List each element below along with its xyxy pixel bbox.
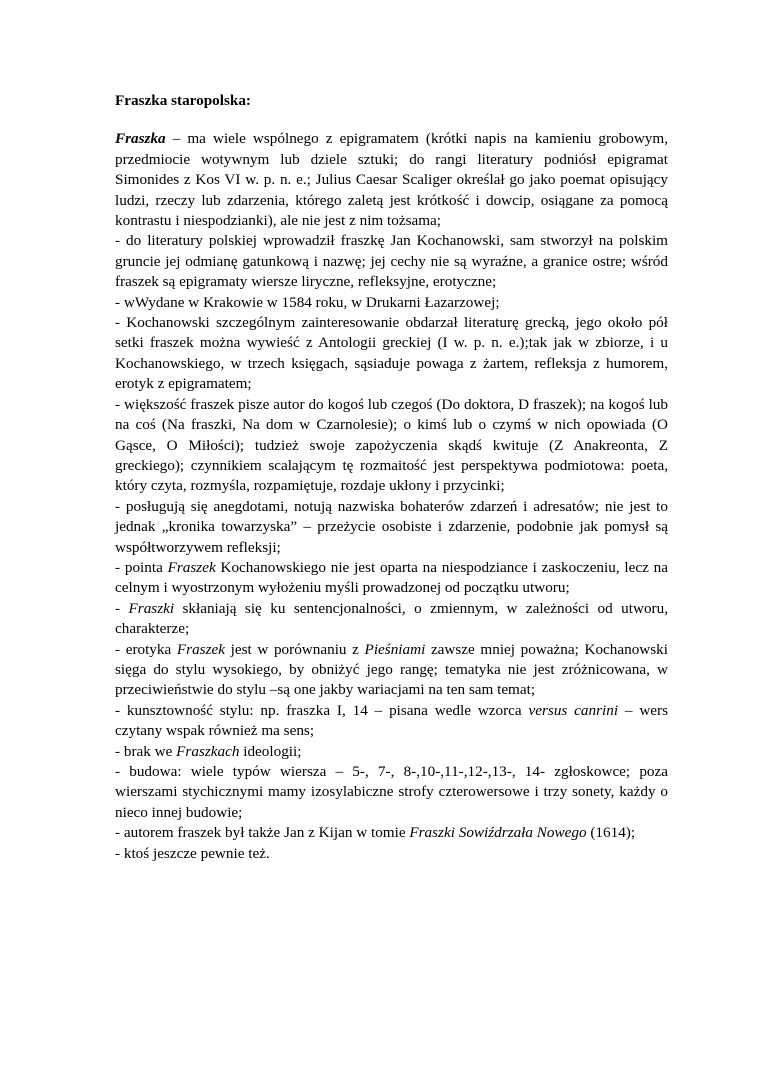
paragraph-p11 [115, 762, 668, 823]
paragraph-segment: Fraszkach [176, 742, 240, 760]
paragraph-segment: Fraszek [176, 640, 225, 658]
paragraph-segment: Fraszki [128, 599, 175, 617]
paragraph-segment: skłaniają się ku sentencjonalności, o zmiennym, w zależności od utworu, charakterze; [115, 599, 668, 638]
paragraph-segment: (1614); [586, 824, 636, 842]
paragraph-segment: – ma wiele wspólnego z epigramatem (krótki napis na kamieniu grobowym, przedmiocie wotywnym lub dziele sztuki; do rangi literatury podniósł epigramat Simonides z Kos VI w. p. n. e.; Julius Caesar Scaliger określał go jako poemat opisujący ludzi, rzeczy lub zdarzenia, którego zaletą jest krótkość i dowcip, osiągane za pomocą kontrastu i niespodzianki), ale nie jest z nim tożsama; [115, 130, 668, 230]
paragraph-p3 [115, 313, 668, 395]
paragraph-segment: Fraszek [167, 558, 216, 576]
paragraph-p7 [115, 599, 668, 640]
paragraph-p2 [115, 293, 668, 313]
paragraph-p1 [115, 231, 668, 292]
paragraph-segment: versus canrini [528, 701, 619, 719]
paragraph-segment: zawsze mniej poważna; Kochanowski sięga do stylu wysokiego, by obniżyć jego rangę; tematyka nie jest zróżnicowana, w przeciwieństwie do stylu –są one jakby wariacjami na ten sam temat; [115, 640, 668, 699]
paragraph-segment: ideologii; [239, 742, 302, 760]
paragraph-p6 [115, 558, 668, 599]
paragraph-segment: - ktoś jeszcze pewnie też. [115, 844, 270, 862]
document-title: Fraszka staropolska: [115, 92, 251, 109]
paragraph-list [115, 129, 668, 864]
paragraph-p12 [115, 823, 668, 843]
paragraph-segment: - do literatury polskiej wprowadził fraszkę Jan Kochanowski, sam stworzył na polskim gruncie jej odmianę gatunkową i nazwę; jej cechy nie są wyraźne, a granice ostre; wśród fraszek są epigramaty wiersze liryczne, refleksyjne, erotyczne; [115, 232, 668, 291]
paragraph-segment: - posługują się anegdotami, notują nazwiska bohaterów zdarzeń i adresatów; nie jest to jednak „kronika towarzyska” – przeżycie osobiste i zdarzenie, podobnie jak pomysł są współtworzywem refleksji; [115, 497, 668, 556]
paragraph-p5 [115, 497, 668, 558]
paragraph-segment: - autorem fraszek był także Jan z Kijan w tomie [115, 824, 410, 842]
paragraph-segment: - [115, 599, 129, 617]
paragraph-segment: – wers czytany wspak również ma sens; [115, 701, 669, 740]
paragraph-segment: - większość fraszek pisze autor do kogoś lub czegoś (Do doktora, D fraszek); na kogoś lub na coś (Na fraszki, Na dom w Czarnolesie); o kimś lub o czymś w nich opowiada (O Gąsce, O Miłości); tudzież swoje zapożyczenia skądś kwituje (Z Anakreonta, Z greckiego); czynnikiem scalającym tę rozmaitość jest perspektywa podmiotowa: poeta, który czyta, rozmyśla, rozpamiętuje, rozdaje ukłony i przycinki; [115, 395, 668, 495]
paragraph-intro [115, 129, 668, 231]
paragraph-segment: - brak we [115, 742, 177, 760]
paragraph-p8 [115, 640, 668, 701]
paragraph-segment: - erotyka [115, 640, 177, 658]
paragraph-segment: jest w porównaniu z [224, 640, 365, 658]
paragraph-segment: - pointa [115, 558, 168, 576]
paragraph-segment: Kochanowskiego nie jest oparta na niespodziance i zaskoczeniu, lecz na celnym i wyostrzonym wyłożeniu myśli prowadzonej od początku utworu; [115, 558, 668, 597]
paragraph-p13 [115, 844, 668, 864]
paragraph-segment: - kunsztowność stylu: np. fraszka I, 14 – pisana wedle wzorca [115, 701, 529, 719]
paragraph-p4 [115, 395, 668, 497]
paragraph-segment: Pieśniami [364, 640, 426, 658]
document-body [115, 91, 668, 864]
paragraph-p9 [115, 701, 668, 742]
paragraph-segment: Fraszka [115, 130, 166, 148]
paragraph-segment: Fraszki Sowiźdrzała Nowego [409, 824, 587, 842]
paragraph-segment: - Kochanowski szczególnym zainteresowanie obdarzał literaturę grecką, jego około pół setki fraszek można wywieść z Antologii greckiej (I w. p. n. e.);tak jak w zbiorze, i u Kochanowskiego, w trzech księgach, sąsiaduje powaga z żartem, refleksja z humorem, erotyk z epigramatem; [115, 314, 668, 393]
paragraph-segment: - wWydane w Krakowie w 1584 roku, w Drukarni Łazarzowej; [115, 293, 500, 311]
paragraph-p10 [115, 742, 668, 762]
paragraph-segment: - budowa: wiele typów wiersza – 5-, 7-, 8-,10-,11-,12-,13-, 14- zgłoskowce; poza wierszami stychicznymi mamy izosylabiczne strofy czterowersowe i trzy sonety, każdy o nieco innej budowie; [115, 763, 668, 821]
